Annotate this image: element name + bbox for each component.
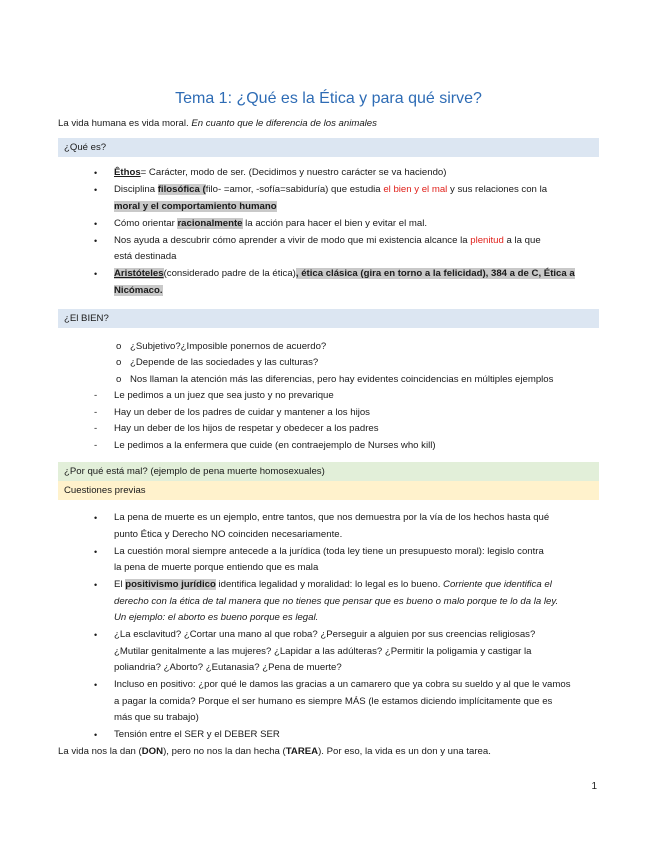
circle-bullet-icon: o [116, 374, 122, 385]
list-item: ¿La esclavitud? ¿Cortar una mano al que roba? ¿Perseguir a alguien por sus creencias religiosas? [114, 629, 536, 640]
bullet-icon: • [94, 219, 98, 229]
dash-bullet-icon: - [94, 407, 98, 418]
list-item: La cuestión moral siempre antecede a la jurídica (toda ley tiene un presupuesto moral): legislo contra [114, 546, 544, 557]
dash-list-item: Le pedimos a un juez que sea justo y no prevarique [114, 390, 334, 401]
bullet-icon: • [94, 730, 98, 740]
bullet-icon: • [94, 185, 98, 195]
list-item: Disciplina filosófica (filo- =amor, -sofía=sabiduría) que estudia el bien y el mal y sus relaciones con la [114, 184, 548, 195]
list-item-continuation: está destinada [114, 251, 177, 262]
bullet-icon: • [94, 630, 98, 640]
sub-list-item: Nos llaman la atención más las diferencias, pero hay evidentes coincidencias en múltiples ejemplos [130, 374, 554, 385]
bullet-icon: • [94, 168, 98, 178]
sub-list-item: ¿Depende de las sociedades y las culturas? [130, 357, 319, 368]
section-que-es-heading: ¿Qué es? [58, 138, 599, 157]
list-item-continuation: Un ejemplo: el aborto es bueno porque es legal. [114, 612, 319, 623]
list-item-continuation: la pena de muerte porque entiendo que es mala [114, 562, 319, 573]
dash-list-item: Hay un deber de los hijos de respetar y obedecer a los padres [114, 423, 379, 434]
list-item: La pena de muerte es un ejemplo, entre tantos, que nos demuestra por la vía de los hechos hasta qué [114, 512, 550, 523]
list-item: Incluso en positivo: ¿por qué le damos las gracias a un camarero que ya cobra su sueldo y al que le vamos [114, 679, 571, 690]
bullet-icon: • [94, 580, 98, 590]
intro-line: La vida humana es vida moral. En cuanto que le diferencia de los animales [58, 118, 377, 129]
list-item-continuation: a pagar la comida? Porque el ser humano es siempre MÁS (le estamos diciendo implícitamente que es [114, 696, 553, 707]
section-por-que-heading: ¿Por qué está mal? (ejemplo de pena muerte homosexuales) [58, 462, 599, 481]
list-item: Nos ayuda a descubrir cómo aprender a vivir de modo que mi existencia alcance la plenitud a la que [114, 235, 541, 246]
bullet-icon: • [94, 547, 98, 557]
list-item-continuation: Nicómaco. [114, 285, 163, 296]
list-item: Tensión entre el SER y el DEBER SER [114, 729, 280, 740]
list-item: Aristóteles(considerado padre de la ética), ética clásica (gira en torno a la felicidad), 384 a de C, Ética a [114, 268, 575, 279]
section-el-bien-heading: ¿El BIEN? [58, 309, 599, 328]
circle-bullet-icon: o [116, 357, 122, 368]
dash-bullet-icon: - [94, 390, 98, 401]
list-item-continuation: ¿Mutilar genitalmente a las mujeres? ¿Lapidar a las adúlteras? ¿Permitir la poligamia y castigar la [114, 646, 532, 657]
sub-list-item: ¿Subjetivo?¿Imposible ponernos de acuerdo? [130, 341, 327, 352]
dash-bullet-icon: - [94, 440, 98, 451]
list-item: Cómo orientar racionalmente la acción para hacer el bien y evitar el mal. [114, 218, 428, 229]
bullet-icon: • [94, 680, 98, 690]
list-item: El positivismo jurídico identifica legalidad y moralidad: lo legal es lo bueno. Corriente que identifica el [114, 579, 552, 590]
bullet-icon: • [94, 269, 98, 279]
list-item-continuation: poliandria? ¿Aborto? ¿Eutanasia? ¿Pena de muerte? [114, 662, 342, 673]
dash-list-item: Le pedimos a la enfermera que cuide (en contraejemplo de Nurses who kill) [114, 440, 436, 451]
bullet-icon: • [94, 513, 98, 523]
list-item-continuation: más que su trabajo) [114, 712, 199, 723]
circle-bullet-icon: o [116, 341, 122, 352]
section-cuestiones-heading: Cuestiones previas [58, 481, 599, 500]
bullet-icon: • [94, 236, 98, 246]
dash-bullet-icon: - [94, 423, 98, 434]
list-item-continuation: moral y el comportamiento humano [114, 201, 277, 212]
list-item-continuation: punto Ética y Derecho NO coinciden necesariamente. [114, 529, 343, 540]
page-number: 1 [591, 781, 597, 792]
list-item: Êthos= Carácter, modo de ser. (Decidimos y nuestro carácter se va haciendo) [114, 167, 447, 178]
dash-list-item: Hay un deber de los padres de cuidar y mantener a los hijos [114, 407, 370, 418]
closing-line: La vida nos la dan (DON), pero no nos la dan hecha (TAREA). Por eso, la vida es un don y una tarea. [58, 746, 491, 757]
document-title: Tema 1: ¿Qué es la Ética y para qué sirve? [175, 90, 482, 107]
list-item-continuation: derecho con la ética de tal manera que no tienes que pensar que es bueno o malo porque te lo da la ley. [114, 596, 559, 607]
